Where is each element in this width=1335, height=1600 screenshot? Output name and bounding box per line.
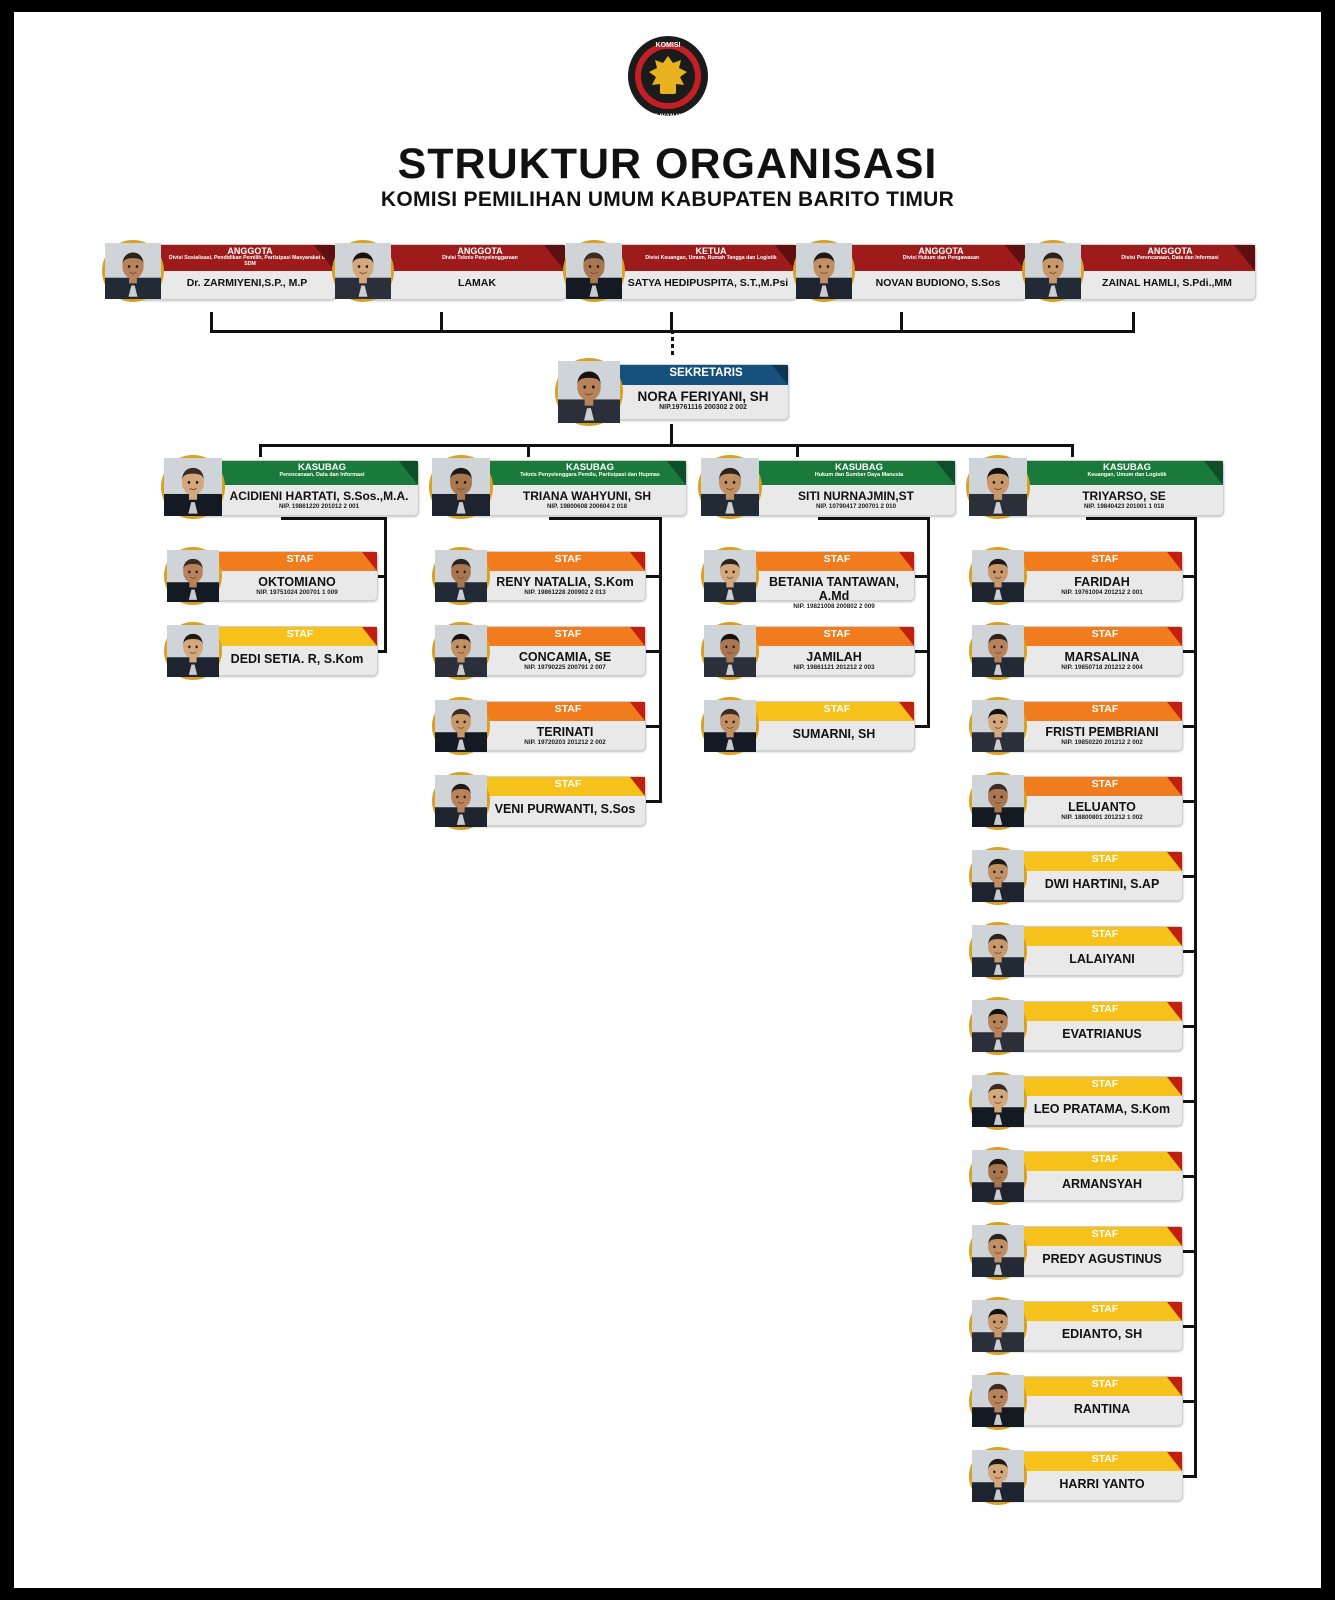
division-label: Keuangan, Umum dan Logistik [1087,471,1167,478]
ribbon-fold-icon [772,365,788,385]
role-label: STAF [1091,1003,1119,1015]
role-ribbon [197,627,377,646]
card-body [1001,701,1183,751]
role-label: STAF [1091,1078,1119,1090]
role-ribbon [1002,1227,1182,1246]
role-label: ANGGOTA [457,246,503,256]
connector [900,312,903,332]
commissioner-card-0[interactable] [102,240,334,302]
connector [549,517,662,520]
card-body [196,551,378,601]
division-label: Divisi Hukum dan Pengawasan [902,255,980,262]
person-name: FARIDAH [1074,575,1130,589]
staff-card-c3-3[interactable] [969,772,1181,828]
role-ribbon [1002,852,1182,871]
org-chart-page [14,12,1321,1588]
person-name: ACIDIENI HARTATI, S.Sos.,M.A. [229,489,409,503]
role-ribbon [368,245,565,271]
connector-dotted [671,330,674,358]
person-nip: NIP. 19850718 201212 2 004 [1061,664,1143,671]
connector [659,517,662,800]
role-label: STAF [1091,1303,1119,1315]
person-name: PREDY AGUSTINUS [1042,1252,1162,1266]
person-name: DEDI SETIA. R, S.Kom [230,652,364,666]
role-label: ANGGOTA [1147,246,1193,256]
role-label: STAF [1091,553,1119,565]
role-ribbon [1002,1002,1182,1021]
avatar [969,772,1027,830]
role-label: KASUBAG [1102,462,1152,473]
card-body [734,460,956,516]
role-ribbon [1002,1152,1182,1171]
role-label: STAF [1091,703,1119,715]
avatar [429,455,493,519]
role-ribbon [1002,1452,1182,1471]
person-nip: NIP.19761116 200302 2 002 [659,404,747,411]
connector [1132,312,1135,332]
card-body [464,626,646,676]
avatar [102,240,164,302]
role-ribbon [1002,927,1182,946]
person-name: NORA FERIYANI, SH [637,389,769,404]
role-label: STAF [554,553,582,565]
card-body [1001,626,1183,676]
role-label: STAF [1091,1378,1119,1390]
role-label: STAF [1091,853,1119,865]
staff-card-c2-1[interactable] [701,622,913,678]
avatar [161,455,225,519]
staff-card-c3-10[interactable] [969,1297,1181,1353]
role-ribbon [1002,702,1182,721]
staff-card-c3-4[interactable] [969,847,1181,903]
staff-card-c3-6[interactable] [969,997,1181,1053]
connector [440,312,443,332]
role-ribbon [1002,1077,1182,1096]
person-name: LAMAK [458,277,496,289]
secretary-card[interactable] [555,358,787,424]
role-label: STAF [286,553,314,565]
ribbon-fold-icon [1167,702,1182,721]
card-body [137,244,336,300]
ribbon-fold-icon [399,461,418,485]
division-label: Hukum dan Sumber Daya Manusia [814,471,904,478]
division-label: Divisi Perencanaan, Data dan Informasi [1121,255,1219,262]
division-label: Divisi Keuangan, Umum, Rumah Tangga dan Logistik [645,255,777,262]
ribbon-fold-icon [1167,777,1182,796]
avatar [969,1372,1027,1430]
person-nip: NIP. 19790225 200791 2 007 [524,664,606,671]
role-ribbon [1058,245,1255,271]
ribbon-fold-icon [362,552,377,571]
staff-card-c0-0[interactable] [164,547,376,603]
person-name: MARSALINA [1064,650,1140,664]
staff-card-c3-8[interactable] [969,1147,1181,1203]
ribbon-fold-icon [1167,1077,1182,1096]
ribbon-fold-icon [1167,1452,1182,1471]
ribbon-fold-icon [1167,1377,1182,1396]
role-ribbon [735,461,955,485]
card-body [1001,1376,1183,1426]
commissioner-card-4[interactable] [1022,240,1254,302]
role-ribbon [1002,1377,1182,1396]
ribbon-fold-icon [1167,1227,1182,1246]
person-name: ARMANSYAH [1061,1177,1143,1191]
staff-card-c2-0[interactable] [701,547,913,610]
card-body [1001,1076,1183,1126]
avatar [966,455,1030,519]
avatar [563,240,625,302]
ribbon-fold-icon [1167,552,1182,571]
avatar [969,1147,1027,1205]
ribbon-fold-icon [936,461,955,485]
connector [210,312,213,332]
staff-card-c3-5[interactable] [969,922,1181,978]
connector [384,517,387,650]
staff-card-c2-2[interactable] [701,697,913,753]
role-label: STAF [823,628,851,640]
avatar [969,1447,1027,1505]
staff-card-c1-1[interactable] [432,622,644,678]
staff-card-c1-0[interactable] [432,547,644,603]
person-name: CONCAMIA, SE [518,650,612,664]
avatar [793,240,855,302]
role-ribbon [466,461,686,485]
kpu-garuda-logo-icon [627,30,709,122]
role-label: ANGGOTA [918,246,964,256]
role-ribbon [734,627,914,646]
person-name: TRIYARSO, SE [1082,489,1166,503]
avatar [969,1072,1027,1130]
avatar [969,922,1027,980]
avatar [969,997,1027,1055]
role-label: KETUA [695,246,727,256]
person-nip: NIP. 19720203 201212 2 002 [524,739,606,746]
person-name: BETANIA TANTAWAN, A.Md [768,575,900,603]
person-nip: NIP. 19850220 201212 2 002 [1061,739,1143,746]
page-subtitle: KOMISI PEMILIHAN UMUM KABUPATEN BARITO TIMUR [380,188,955,211]
role-ribbon [198,461,418,485]
ribbon-fold-icon [1167,1152,1182,1171]
person-nip: NIP. 10790417 200701 2 010 [815,503,897,510]
role-ribbon [465,777,645,796]
card-body [1001,926,1183,976]
person-nip: NIP. 19821008 200802 2 009 [793,603,875,610]
kasubag-card-0[interactable] [161,455,417,517]
svg-text:PEMILIHAN UMUM: PEMILIHAN UMUM [641,114,695,120]
ribbon-fold-icon [1167,627,1182,646]
avatar [969,697,1027,755]
division-label: Teknis Penyelenggara Pemilu, Partisipasi dan Hupmas [520,471,660,478]
role-ribbon [734,702,914,721]
role-label: STAF [1091,1153,1119,1165]
card-body [465,460,687,516]
person-name: DWI HARTINI, S.AP [1044,877,1160,891]
card-body [1001,1001,1183,1051]
ribbon-fold-icon [667,461,686,485]
ribbon-fold-icon [899,552,914,571]
avatar [969,1222,1027,1280]
role-label: STAF [554,628,582,640]
person-nip: NIP. 19840423 201001 1 018 [1083,503,1165,510]
commissioner-card-3[interactable] [793,240,1025,302]
staff-card-c1-2[interactable] [432,697,644,753]
person-name: EDIANTO, SH [1061,1327,1143,1341]
role-ribbon [465,627,645,646]
connector [1086,517,1197,520]
person-name: ZAINAL HAMLI, S.Pdi.,MM [1102,277,1232,289]
avatar [1022,240,1084,302]
avatar [164,547,222,605]
card-body [197,460,419,516]
ribbon-fold-icon [1204,461,1223,485]
avatar [164,622,222,680]
person-name: LEO PRATAMA, S.Kom [1033,1102,1171,1116]
role-label: KASUBAG [565,462,615,473]
connector [818,517,930,520]
ribbon-fold-icon [899,627,914,646]
division-label: Divisi Teknis Penyelenggaraan [442,255,518,262]
staff-card-c3-1[interactable] [969,622,1181,678]
avatar [432,772,490,830]
role-label: STAF [823,703,851,715]
role-ribbon [1003,461,1223,485]
role-label: SEKRETARIS [669,367,743,379]
avatar [701,622,759,680]
ribbon-fold-icon [630,627,645,646]
staff-card-c3-2[interactable] [969,697,1181,753]
avatar [432,547,490,605]
person-name: SITI NURNAJMIN,ST [797,489,914,503]
person-nip: NIP. 19861220 201012 2 001 [278,503,360,510]
person-name: LELUANTO [1068,800,1136,814]
avatar [969,547,1027,605]
ribbon-fold-icon [630,552,645,571]
card-body [464,776,646,826]
role-label: STAF [1091,778,1119,790]
role-ribbon [734,552,914,571]
avatar [701,697,759,755]
person-nip: NIP. 18800801 201212 1 002 [1061,814,1143,821]
connector [281,517,387,520]
card-body [828,244,1027,300]
card-body [196,626,378,676]
card-body [733,701,915,751]
person-name: NOVAN BUDIONO, S.Sos [875,277,1001,289]
avatar [432,697,490,755]
ribbon-fold-icon [1167,1002,1182,1021]
ribbon-fold-icon [544,245,565,271]
ribbon-fold-icon [899,702,914,721]
role-ribbon [1002,777,1182,796]
avatar [432,622,490,680]
avatar [555,358,623,426]
card-body [1057,244,1256,300]
avatar [332,240,394,302]
person-name: JAMILAH [806,650,862,664]
card-body [1001,851,1183,901]
card-body [1001,1151,1183,1201]
ribbon-fold-icon [362,627,377,646]
role-ribbon [599,245,796,271]
role-label: STAF [823,553,851,565]
role-ribbon [1002,552,1182,571]
connector [927,517,930,725]
card-body [464,701,646,751]
role-ribbon [829,245,1026,271]
card-body [733,551,915,610]
card-body [1001,1301,1183,1351]
ribbon-fold-icon [1167,927,1182,946]
svg-text:KOMISI: KOMISI [655,42,681,49]
ribbon-fold-icon [1167,852,1182,871]
kasubag-card-3[interactable] [966,455,1222,517]
card-body [1001,1451,1183,1501]
division-label: Divisi Sosialisasi, Pendidikan Pemilih, Partisipasi Masyarakat dan SDM [168,255,332,268]
role-label: STAF [1091,1453,1119,1465]
person-name: RENY NATALIA, S.Kom [496,575,634,589]
card-body [1001,776,1183,826]
role-ribbon [138,245,335,271]
staff-card-c3-11[interactable] [969,1372,1181,1428]
ribbon-fold-icon [1234,245,1255,271]
card-body [367,244,566,300]
role-label: STAF [554,778,582,790]
card-body [1002,460,1224,516]
avatar [969,1297,1027,1355]
person-name: HARRI YANTO [1059,1477,1145,1491]
connector [670,312,673,332]
connector [259,444,1074,447]
person-nip: NIP. 19761004 201212 2 001 [1061,589,1143,596]
person-name: OKTOMIANO [258,575,336,589]
card-body [733,626,915,676]
role-label: STAF [1091,1228,1119,1240]
card-body [598,244,797,300]
kasubag-card-2[interactable] [698,455,954,517]
role-ribbon [1002,627,1182,646]
person-nip: NIP. 19861228 200902 2 013 [524,589,606,596]
role-label: STAF [1091,628,1119,640]
staff-card-c3-12[interactable] [969,1447,1181,1503]
ribbon-fold-icon [1167,1302,1182,1321]
card-body [1001,1226,1183,1276]
avatar [969,622,1027,680]
person-name: LALAIYANI [1069,952,1135,966]
person-name: TRIANA WAHYUNI, SH [522,489,652,503]
kasubag-card-1[interactable] [429,455,685,517]
role-label: STAF [554,703,582,715]
avatar [969,847,1027,905]
person-name: TERINATI [536,725,594,739]
avatar [701,547,759,605]
role-ribbon [465,552,645,571]
card-body [464,551,646,601]
ribbon-fold-icon [630,777,645,796]
staff-card-c3-7[interactable] [969,1072,1181,1128]
person-name: SUMARNI, SH [792,727,876,741]
staff-card-c0-1[interactable] [164,622,376,678]
commissioner-card-2[interactable] [563,240,795,302]
person-name: FRISTI PEMBRIANI [1045,725,1159,739]
person-name: SATYA HEDIPUSPITA, S.T.,M.Psi [627,277,789,289]
staff-card-c3-0[interactable] [969,547,1181,603]
role-label: ANGGOTA [227,246,273,256]
role-label: KASUBAG [297,462,347,473]
role-label: KASUBAG [834,462,884,473]
person-name: VENI PURWANTI, S.Sos [494,802,636,816]
role-ribbon [465,702,645,721]
page-title: STRUKTUR ORGANISASI [397,140,938,188]
commissioner-card-1[interactable] [332,240,564,302]
connector [670,424,673,444]
role-ribbon [1002,1302,1182,1321]
staff-card-c1-3[interactable] [432,772,644,828]
connector [1194,517,1197,1475]
person-name: Dr. ZARMIYENI,S.P., M.P [186,277,308,289]
role-ribbon [197,552,377,571]
avatar [698,455,762,519]
person-name: EVATRIANUS [1062,1027,1142,1041]
role-ribbon [594,365,788,385]
card-body [1001,551,1183,601]
ribbon-fold-icon [630,702,645,721]
role-label: STAF [1091,928,1119,940]
role-label: STAF [286,628,314,640]
staff-card-c3-9[interactable] [969,1222,1181,1278]
person-nip: NIP. 19751024 200701 1 009 [256,589,338,596]
person-nip: NIP. 19861121 201212 2 003 [793,664,875,671]
division-label: Perencanaan, Data dan Informasi [279,471,365,478]
person-nip: NIP. 19800608 200604 2 018 [546,503,628,510]
person-name: RANTINA [1073,1402,1131,1416]
